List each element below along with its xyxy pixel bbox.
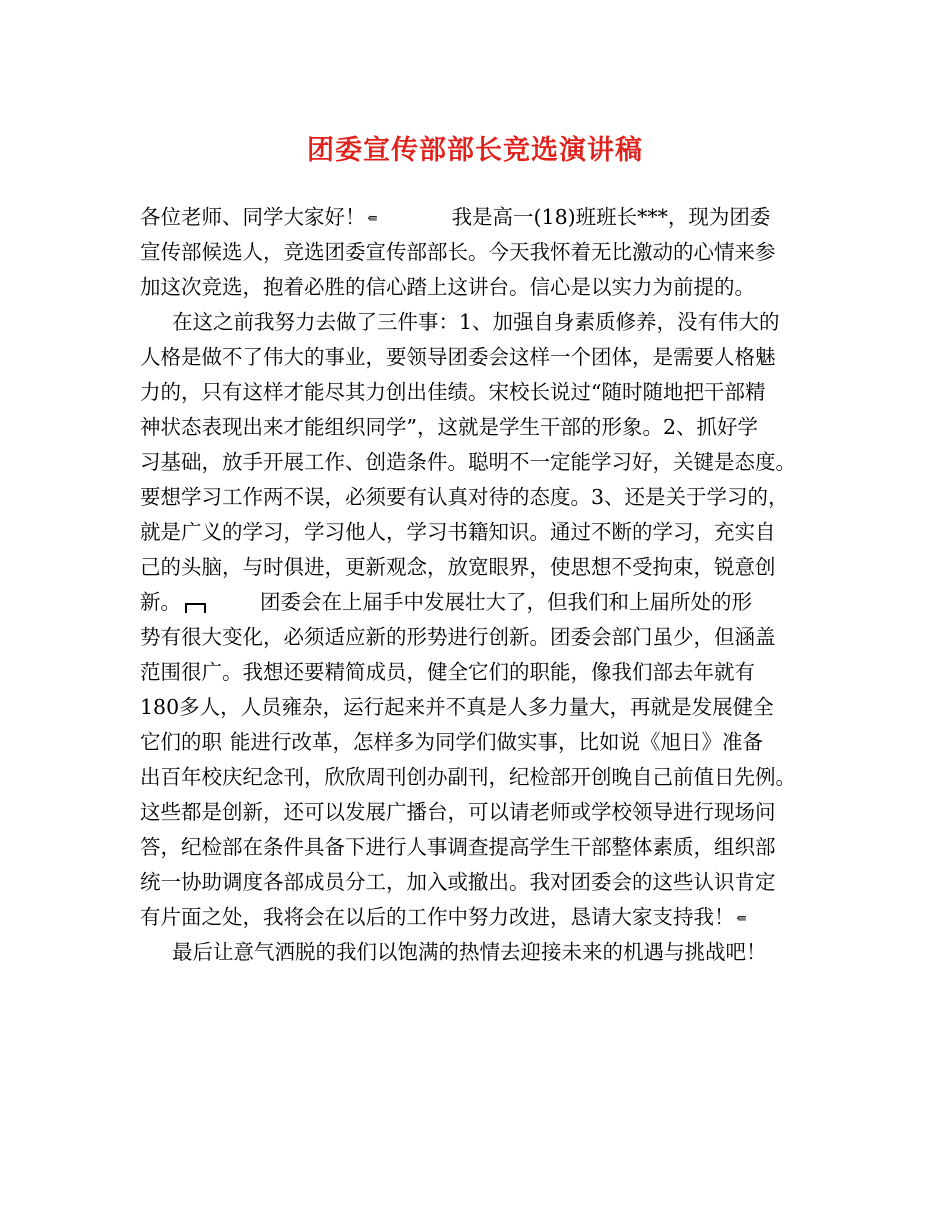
line-start-text: 新。 bbox=[140, 590, 181, 614]
text-line: 在这之前我努力去做了三件事：1、加强自身素质修养，没有伟大的 bbox=[172, 310, 780, 334]
text-line: 神状态表现出来才能组织同学”，这就是学生干部的形象。2、抓好学 bbox=[140, 415, 759, 439]
text-line: 答，纪检部在条件具备下进行人事调查提高学生干部整体素质，组织部 bbox=[140, 835, 776, 859]
line-start-text: 它们的职 bbox=[140, 730, 222, 754]
intro-text: 我是高一(18)班班长***，现为团委 bbox=[451, 205, 771, 229]
closing-request-text: 有片面之处，我将会在以后的工作中努力改进，恳请大家支持我！ bbox=[140, 905, 735, 929]
text-line: 统一协助调度各部成员分工，加入或撤出。我对团委会的这些认识肯定 bbox=[140, 870, 776, 894]
text-line: 180多人，人员雍杂，运行起来并不真是人多力量大，再就是发展健全 bbox=[140, 695, 774, 719]
greeting-text: 各位老师、同学大家好！ bbox=[140, 205, 366, 229]
text-line: 己的头脑，与时俱进，更新观念，放宽眼界，使思想不受拘束，锐意创 bbox=[140, 555, 776, 579]
text-line bbox=[140, 585, 830, 620]
text-line: 宣传部候选人，竞选团委宣传部部长。今天我怀着无比激动的心情来参 bbox=[140, 240, 776, 264]
text-line: 力的，只有这样才能尽其力创出佳绩。宋校长说过“随时随地把干部精 bbox=[140, 380, 766, 404]
bracket-mark-icon bbox=[185, 603, 206, 613]
text-line: 加这次竞选，抱着必胜的信心踏上这讲台。信心是以实力为前提的。 bbox=[140, 275, 755, 299]
text-line: 就是广义的学习，学习他人，学习书籍知识。通过不断的学习，充实自 bbox=[140, 520, 776, 544]
line-end-text: 能进行改革，怎样多为同学们做实事，比如说《旭日》准备 bbox=[230, 730, 763, 754]
text-line: 最后让意气洒脱的我们以饱满的热情去迎接未来的机遇与挑战吧！ bbox=[172, 940, 767, 964]
paragraph-mark-icon: ⇚ bbox=[367, 211, 378, 225]
text-line: 势有很大变化，必须适应新的形势进行创新。团委会部门虽少，但涵盖 bbox=[140, 625, 776, 649]
text-line: 要想学习工作两不误，必须要有认真对待的态度。3、还是关于学习的， bbox=[140, 485, 789, 509]
document-title: 团委宣传部部长竞选演讲稿 bbox=[307, 135, 643, 166]
text-line: 人格是做不了伟大的事业，要领导团委会这样一个团体，是需要人格魅 bbox=[140, 345, 776, 369]
text-line: 习基础，放手开展工作、创造条件。聪明不一定能学习好，关键是态度。 bbox=[140, 450, 796, 474]
text-line bbox=[140, 725, 830, 760]
line-end-text: 团委会在上届手中发展壮大了，但我们和上届所处的形 bbox=[260, 590, 752, 614]
paragraph-mark-icon: ⇚ bbox=[736, 911, 747, 925]
speech-body bbox=[140, 200, 830, 970]
text-line: 出百年校庆纪念刊，欣欣周刊创办副刊，纪检部开创晚自己前值日先例。 bbox=[140, 765, 796, 789]
text-line bbox=[140, 200, 830, 235]
text-line: 范围很广。我想还要精简成员，健全它们的职能，像我们部去年就有 bbox=[140, 660, 755, 684]
text-line bbox=[140, 900, 830, 935]
text-line: 这些都是创新，还可以发展广播台，可以请老师或学校领导进行现场问 bbox=[140, 800, 776, 824]
